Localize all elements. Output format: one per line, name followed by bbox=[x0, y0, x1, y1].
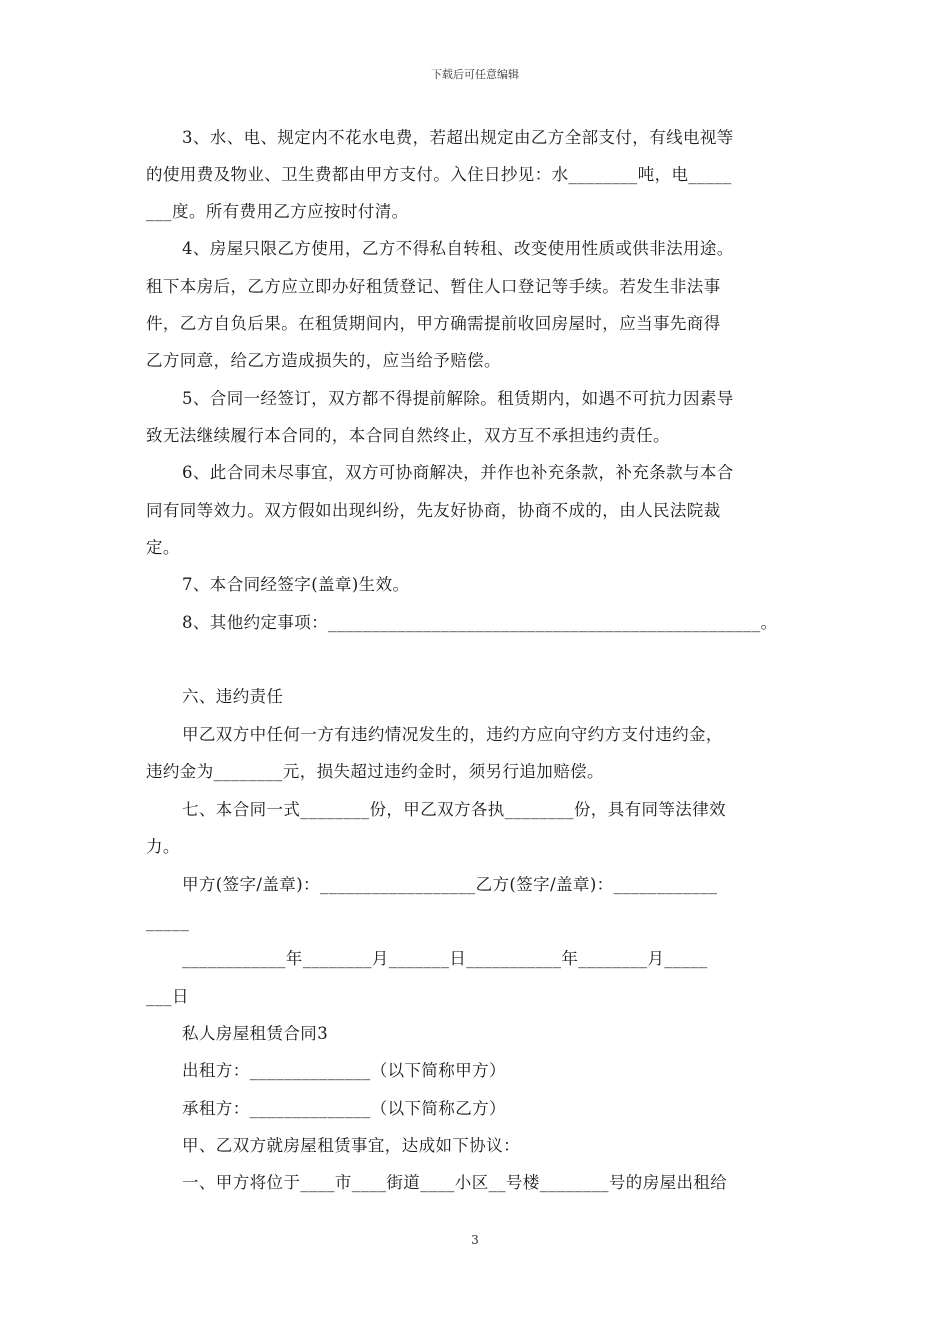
text-line: ___日 bbox=[146, 987, 189, 1006]
text-line: 定。 bbox=[146, 538, 180, 557]
date-line: ____________年________月_______日___________年________月_____ bbox=[182, 949, 708, 968]
text-line: 同有同等效力。双方假如出现纠纷，先友好协商，协商不成的，由人民法院裁 bbox=[146, 501, 721, 520]
text-line: 甲乙双方中任何一方有违约情况发生的，违约方应向守约方支付违约金， bbox=[182, 725, 723, 744]
text-line: 力。 bbox=[146, 837, 180, 856]
text-line: 件，乙方自负后果。在租赁期间内，甲方确需提前收回房屋时，应当事先商得 bbox=[146, 314, 721, 333]
section-heading: 六、违约责任 bbox=[182, 687, 284, 706]
text-line: 乙方同意，给乙方造成损失的，应当给予赔偿。 bbox=[146, 351, 501, 370]
text-line: 甲、乙双方就房屋租赁事宜，达成如下协议： bbox=[182, 1136, 520, 1155]
signature-line: 甲方(签字/盖章)：__________________乙方(签字/盖章)：____________ bbox=[182, 875, 718, 894]
text-line: 违约金为________元，损失超过违约金时，须另行追加赔偿。 bbox=[146, 762, 604, 781]
lessee-line: 承租方：______________（以下简称乙方） bbox=[182, 1099, 506, 1118]
text-line: 七、本合同一式________份，甲乙双方各执________份，具有同等法律效 bbox=[182, 800, 726, 819]
text-line: 的使用费及物业、卫生费都由甲方支付。入住日抄见：水________吨，电_____ bbox=[146, 165, 732, 184]
text-line: 致无法继续履行本合同的，本合同自然终止，双方互不承担违约责任。 bbox=[146, 426, 670, 445]
text-line: 8、其他约定事项：__________________________________________________。 bbox=[182, 613, 778, 632]
page-number: 3 bbox=[471, 1233, 479, 1247]
contract-title: 私人房屋租赁合同3 bbox=[182, 1024, 329, 1043]
page-header-note: 下载后可任意编辑 bbox=[431, 68, 519, 81]
text-line: 一、甲方将位于____市____街道____小区__号楼________号的房屋出租给 bbox=[182, 1173, 728, 1192]
text-line: 4、房屋只限乙方使用，乙方不得私自转租、改变使用性质或供非法用途。 bbox=[182, 239, 734, 258]
text-line: 6、此合同未尽事宜，双方可协商解决，并作也补充条款，补充条款与本合 bbox=[182, 463, 734, 482]
text-line: _____ bbox=[146, 912, 190, 931]
text-line: 7、本合同经签字(盖章)生效。 bbox=[182, 575, 410, 594]
text-line: ___度。所有费用乙方应按时付清。 bbox=[146, 202, 409, 221]
text-line: 5、合同一经签订，双方都不得提前解除。租赁期内，如遇不可抗力因素导 bbox=[182, 389, 734, 408]
lessor-line: 出租方：______________（以下简称甲方） bbox=[182, 1061, 506, 1080]
text-line: 租下本房后，乙方应立即办好租赁登记、暂住人口登记等手续。若发生非法事 bbox=[146, 277, 721, 296]
text-line: 3、水、电、规定内不花水电费，若超出规定由乙方全部支付，有线电视等 bbox=[182, 128, 734, 147]
